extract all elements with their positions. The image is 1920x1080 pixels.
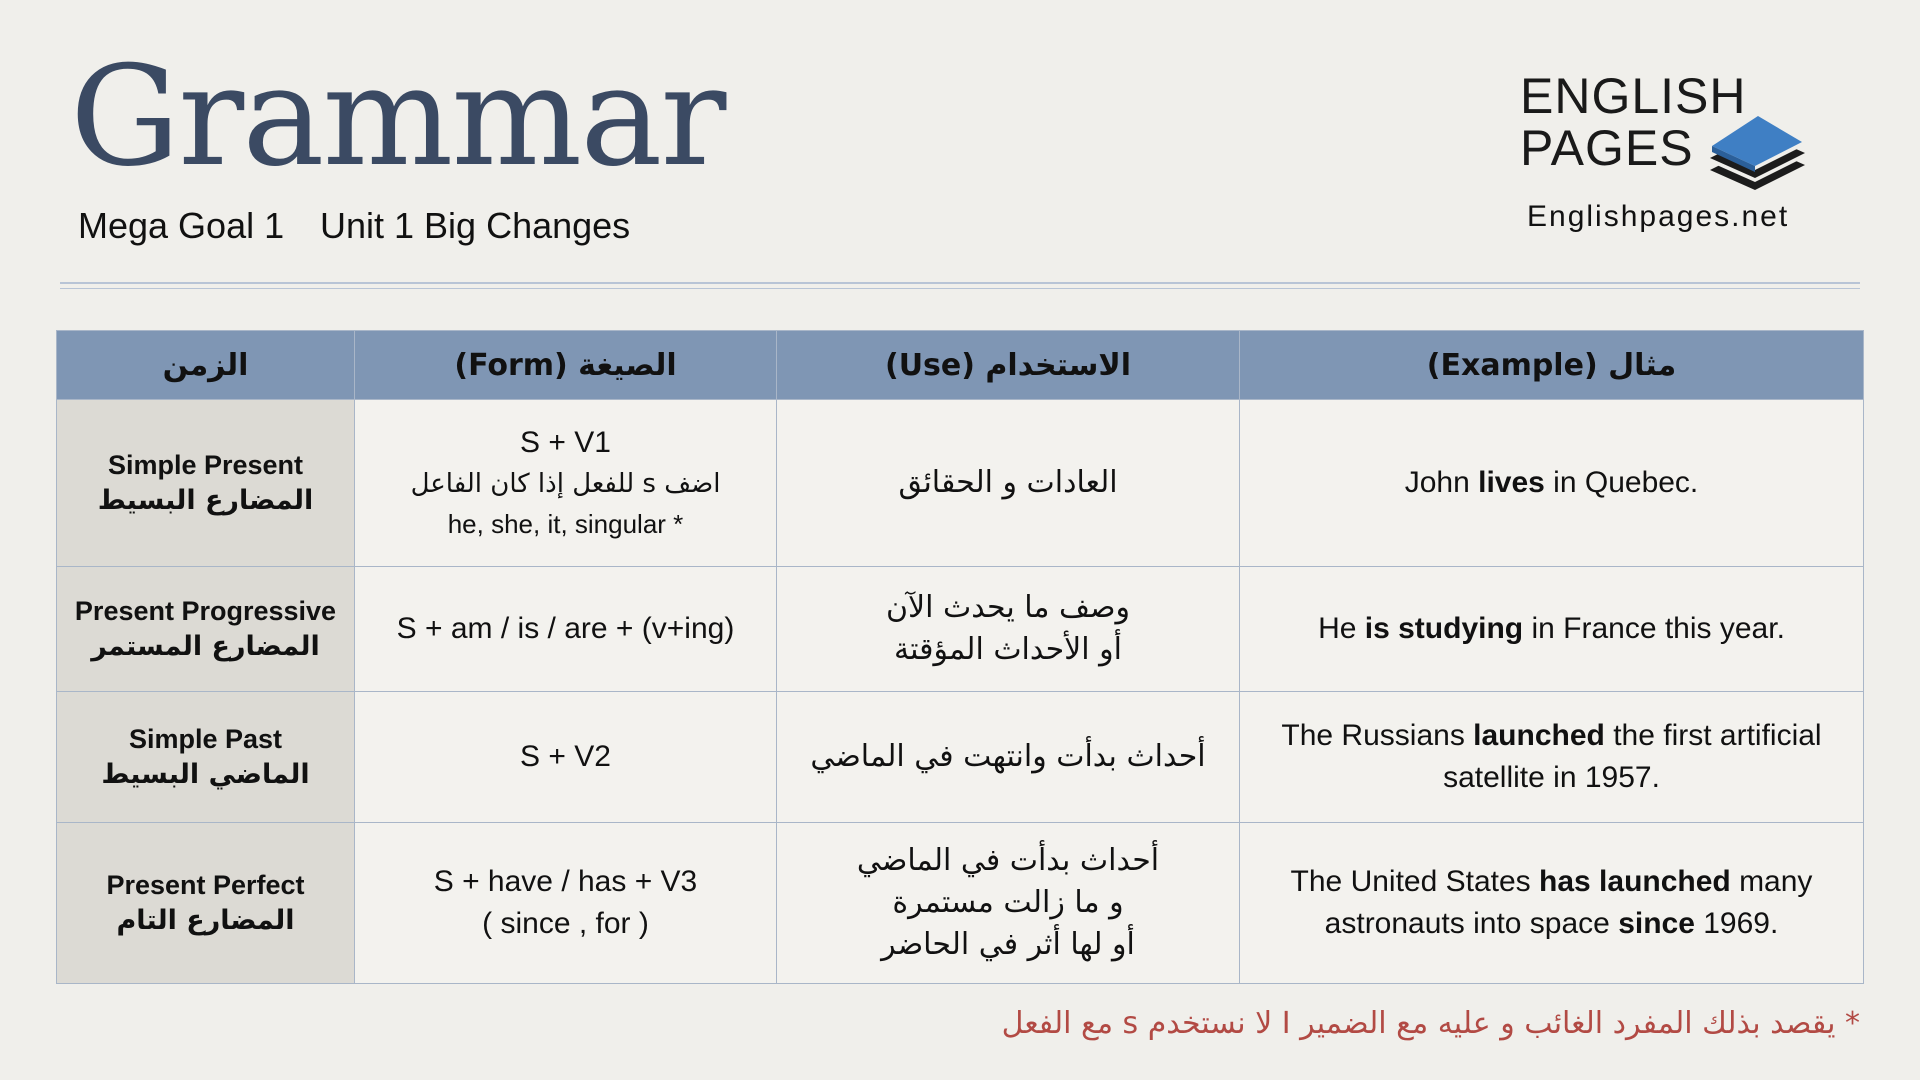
- tense-cell: [57, 400, 355, 567]
- tense-name-en: Simple Present: [107, 450, 304, 480]
- form-formula: S + V1: [520, 426, 611, 459]
- form-formula: S + am / is / are + (v+ing): [396, 612, 735, 645]
- use-line: العادات و الحقائق: [898, 465, 1118, 500]
- use-line: أحداث بدأت في الماضي: [856, 843, 1160, 878]
- form-note-en: he, she, it, singular *: [447, 509, 684, 539]
- tense-name-en: Simple Past: [128, 724, 283, 754]
- example-text: He: [1318, 612, 1365, 645]
- logo-text-line1: ENGLISH: [1520, 68, 1747, 124]
- example-text: The Russians: [1281, 719, 1474, 752]
- example-text: 1969.: [1694, 907, 1779, 940]
- use-line: و ما زالت مستمرة: [892, 885, 1124, 920]
- use-line: وصف ما يحدث الآن: [885, 590, 1130, 625]
- form-cell: [355, 823, 777, 984]
- grammar-table: [56, 330, 1864, 984]
- example-cell: [1240, 692, 1864, 823]
- example-cell: [1240, 400, 1864, 567]
- form-formula: S + have / has + V3: [433, 865, 698, 898]
- table-row: [57, 823, 1864, 984]
- logo-url: Englishpages.net: [1527, 200, 1790, 233]
- tense-name-ar: المضارع المستمر: [91, 631, 320, 662]
- table-row: [57, 692, 1864, 823]
- example-cell: [1240, 567, 1864, 692]
- example-keyword: since: [1618, 907, 1695, 940]
- use-line: أحداث بدأت وانتهت في الماضي: [810, 739, 1206, 774]
- book-stack-icon: [1700, 100, 1810, 210]
- tense-cell: [57, 567, 355, 692]
- form-note-ar: اضف s للفعل إذا كان الفاعل: [410, 469, 721, 499]
- tense-cell: [57, 692, 355, 823]
- example-text: many astronauts into space: [1324, 865, 1813, 940]
- tense-cell: [57, 823, 355, 984]
- form-formula: S + V2: [520, 740, 611, 773]
- col-header-example: مثال (Example): [1240, 331, 1864, 400]
- tense-name-ar: الماضي البسيط: [101, 759, 310, 790]
- table-row: [57, 400, 1864, 567]
- use-line: أو لها أثر في الحاضر: [881, 927, 1135, 962]
- form-time-markers: ( since , for ): [482, 907, 649, 940]
- use-cell: [777, 692, 1240, 823]
- example-verb: is studying: [1364, 612, 1524, 645]
- course-name: Mega Goal 1: [78, 205, 285, 246]
- unit-name: Unit 1 Big Changes: [320, 205, 631, 246]
- use-cell: [777, 823, 1240, 984]
- example-text: The United States: [1290, 865, 1540, 898]
- divider-line: [60, 282, 1860, 284]
- col-header-form: الصيغة (Form): [355, 331, 777, 400]
- example-verb: has launched: [1539, 865, 1731, 898]
- english-pages-logo: [1520, 70, 1820, 190]
- divider-line-thin: [60, 288, 1860, 289]
- example-verb: launched: [1473, 719, 1605, 752]
- use-cell: [777, 400, 1240, 567]
- example-text: in France this year.: [1523, 612, 1785, 645]
- form-cell: [355, 567, 777, 692]
- use-cell: [777, 567, 1240, 692]
- tense-name-en: Present Perfect: [106, 870, 305, 900]
- col-header-use: الاستخدام (Use): [777, 331, 1240, 400]
- logo-text-line2: PAGES: [1520, 120, 1694, 176]
- example-text: John: [1404, 466, 1479, 499]
- tense-name-en: Present Progressive: [74, 596, 337, 626]
- use-line: أو الأحداث المؤقتة: [893, 632, 1122, 667]
- form-cell: [355, 400, 777, 567]
- example-verb: lives: [1478, 466, 1545, 499]
- table-row: [57, 567, 1864, 692]
- table-header-row: [57, 331, 1864, 400]
- col-header-tense: الزمن: [57, 331, 355, 400]
- page-title: Grammar: [70, 36, 725, 197]
- example-text: the first artificial satellite in 1957.: [1443, 719, 1822, 794]
- form-cell: [355, 692, 777, 823]
- example-text: in Quebec.: [1544, 466, 1699, 499]
- footnote: * يقصد بذلك المفرد الغائب و عليه مع الضمير I لا نستخدم s مع الفعل: [1001, 1006, 1860, 1041]
- tense-name-ar: المضارع التام: [116, 905, 295, 936]
- example-cell: [1240, 823, 1864, 984]
- tense-name-ar: المضارع البسيط: [97, 485, 314, 516]
